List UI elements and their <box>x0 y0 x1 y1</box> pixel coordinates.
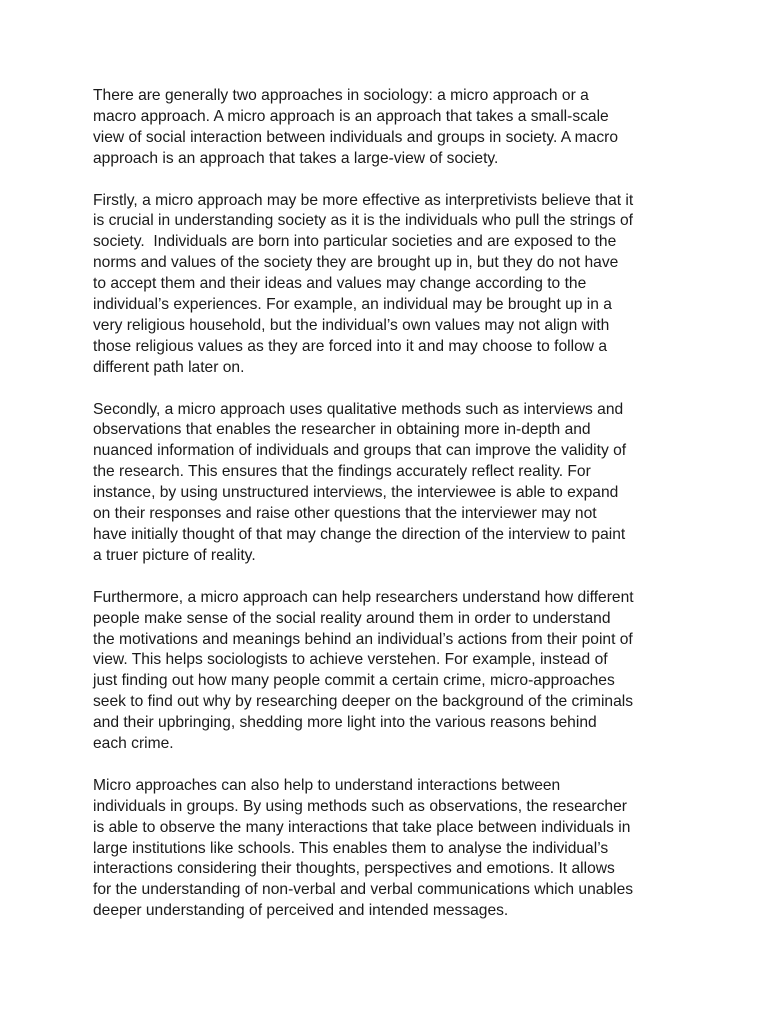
text-line: Secondly, a micro approach uses qualitative methods such as interviews and <box>93 400 624 418</box>
text-line: people make sense of the social reality around them in order to understand <box>93 609 611 627</box>
text-line: observations that enables the researcher in obtaining more in-depth and <box>93 421 591 439</box>
text-line: norms and values of the society they are brought up in, but they do not have <box>93 254 619 272</box>
text-line: seek to find out why by researching deeper on the background of the criminals <box>93 693 634 711</box>
text-line: and their upbringing, shedding more light into the various reasons behind <box>93 714 597 732</box>
text-line: view of social interaction between individuals and groups in society. A macro <box>93 128 618 146</box>
text-line: have initially thought of that may change the direction of the interview to paint <box>93 526 626 543</box>
paragraph-furthermore <box>93 588 683 755</box>
text-line: individual’s experiences. For example, an individual may be brought up in a <box>93 296 612 314</box>
paragraph-secondly <box>93 400 683 567</box>
text-line: interactions considering their thoughts, perspectives and emotions. It allows <box>93 860 615 878</box>
text-line: each crime. <box>93 735 174 753</box>
text-line: Firstly, a micro approach may be more effective as interpretivists believe that it <box>93 191 634 209</box>
text-line: for the understanding of non-verbal and verbal communications which unables <box>93 881 634 899</box>
text-line: just finding out how many people commit a certain crime, micro-approaches <box>93 672 615 690</box>
text-line: macro approach. A micro approach is an approach that takes a small-scale <box>93 107 609 125</box>
text-line: approach is an approach that takes a large-view of society. <box>93 149 499 167</box>
text-line: is able to observe the many interactions that take place between individuals in <box>93 818 631 836</box>
text-line: on their responses and raise other questions that the interviewer may not <box>93 505 597 523</box>
text-line: individuals in groups. By using methods such as observations, the researcher <box>93 797 627 815</box>
text-line: nuanced information of individuals and groups that can improve the validity of <box>93 442 627 460</box>
text-line: to accept them and their ideas and values may change according to the <box>93 275 587 293</box>
text-line: different path later on. <box>93 358 245 376</box>
text-line: a truer picture of reality. <box>93 546 256 564</box>
text-line: those religious values as they are forced into it and may choose to follow a <box>93 337 608 355</box>
text-line: instance, by using unstructured interviews, the interviewee is able to expand <box>93 484 619 502</box>
text-line: the research. This ensures that the findings accurately reflect reality. For <box>93 463 591 481</box>
text-line: large institutions like schools. This enables them to analyse the individual’s <box>93 839 609 857</box>
paragraph-firstly <box>93 191 683 379</box>
text-line: is crucial in understanding society as it is the individuals who pull the strings of <box>93 212 633 230</box>
text-line: There are generally two approaches in sociology: a micro approach or a <box>93 87 589 104</box>
text-line: deeper understanding of perceived and intended messages. <box>93 902 509 920</box>
text-line: society. Individuals are born into particular societies and are exposed to the <box>93 233 617 251</box>
paragraph-intro <box>93 86 683 170</box>
text-line: very religious household, but the individual’s own values may not align with <box>93 316 610 334</box>
text-line: Furthermore, a micro approach can help researchers understand how different <box>93 588 634 606</box>
document-body <box>93 86 683 943</box>
paragraph-interactions <box>93 776 683 922</box>
text-line: view. This helps sociologists to achieve verstehen. For example, instead of <box>93 651 608 669</box>
text-line: the motivations and meanings behind an individual’s actions from their point of <box>93 630 633 648</box>
text-line: Micro approaches can also help to understand interactions between <box>93 776 561 794</box>
